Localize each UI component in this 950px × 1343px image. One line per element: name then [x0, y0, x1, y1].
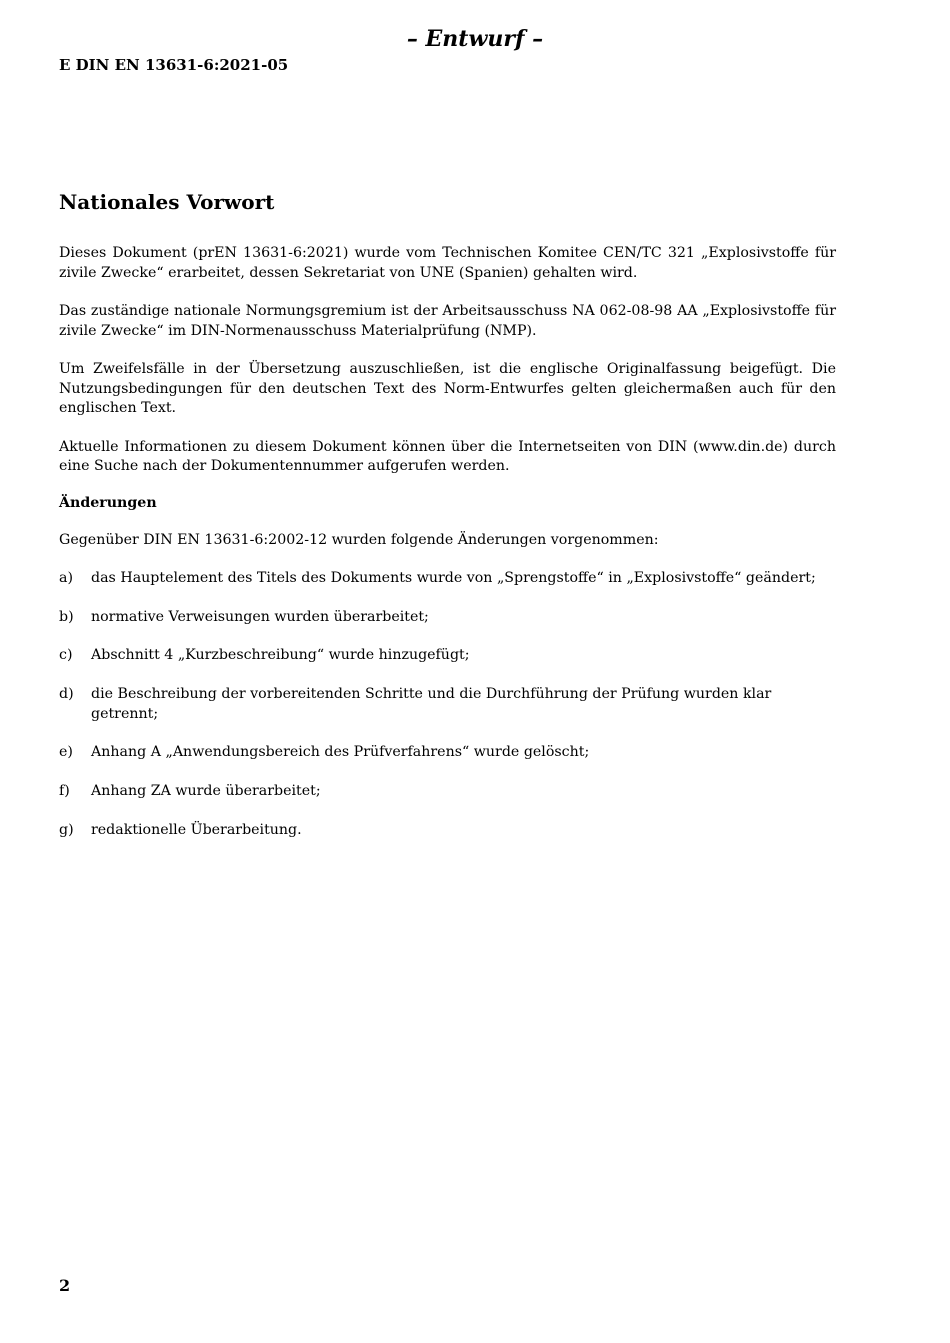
list-item-marker: g)	[59, 821, 74, 838]
paragraph-current-info: Aktuelle Informationen zu diesem Dokument können über die Internetseiten von DIN (www.din.de) durch eine Suche nach der Dokumentennummer aufgerufen werden.	[59, 438, 836, 474]
list-item	[59, 646, 836, 666]
changes-intro: Gegenüber DIN EN 13631-6:2002-12 wurden folgende Änderungen vorgenommen:	[59, 531, 659, 548]
list-item	[59, 569, 836, 589]
list-item-text: normative Verweisungen wurden überarbeitet;	[91, 608, 429, 625]
list-item-text: Abschnitt 4 „Kurzbeschreibung“ wurde hinzugefügt;	[91, 647, 470, 664]
changes-list	[59, 569, 836, 840]
draft-banner: – Entwurf –	[406, 26, 544, 52]
list-item-marker: c)	[59, 647, 73, 664]
list-item-marker: e)	[59, 744, 73, 761]
paragraph-translation-note: Um Zweifelsfälle in der Übersetzung auszuschließen, ist die englische Originalfassung beigefügt. Die Nutzungsbedingungen für den deutschen Text des Norm-Entwurfes gelten gleichermaßen auch für den englischen Text.	[59, 361, 836, 416]
section-title: Nationales Vorwort	[59, 190, 275, 214]
paragraph-national-body: Das zuständige nationale Normungsgremium ist der Arbeitsausschuss NA 062-08-98 AA „Explosivstoffe für zivile Zwecke“ im DIN-Normenausschuss Materialprüfung (NMP).	[59, 303, 836, 339]
list-item	[59, 782, 836, 802]
list-item	[59, 608, 836, 628]
list-item-marker: d)	[59, 686, 74, 703]
page-number: 2	[59, 1276, 71, 1295]
changes-heading: Änderungen	[59, 494, 157, 511]
paragraph-committee: Dieses Dokument (prEN 13631-6:2021) wurde vom Technischen Komitee CEN/TC 321 „Explosivstoffe für zivile Zwecke“ erarbeitet, dessen Sekretariat von UNE (Spanien) gehalten wird.	[59, 245, 836, 281]
list-item-marker: a)	[59, 570, 73, 586]
list-item	[59, 743, 836, 763]
list-item	[59, 685, 836, 724]
list-item-text: Anhang A „Anwendungsbereich des Prüfverfahrens“ wurde gelöscht;	[91, 744, 590, 761]
document-id: E DIN EN 13631-6:2021-05	[59, 56, 289, 74]
national-foreword-section	[59, 188, 836, 859]
list-item	[59, 821, 836, 841]
list-item-text: die Beschreibung der vorbereitenden Schritte und die Durchführung der Prüfung wurden klar getrennt;	[91, 686, 772, 722]
list-item-text: das Hauptelement des Titels des Dokuments wurde von „Sprengstoffe“ in „Explosivstoffe“ geändert;	[91, 570, 816, 586]
list-item-marker: b)	[59, 608, 74, 625]
list-item-marker: f)	[59, 782, 70, 799]
list-item-text: Anhang ZA wurde überarbeitet;	[91, 782, 321, 799]
list-item-text: redaktionelle Überarbeitung.	[91, 821, 302, 838]
